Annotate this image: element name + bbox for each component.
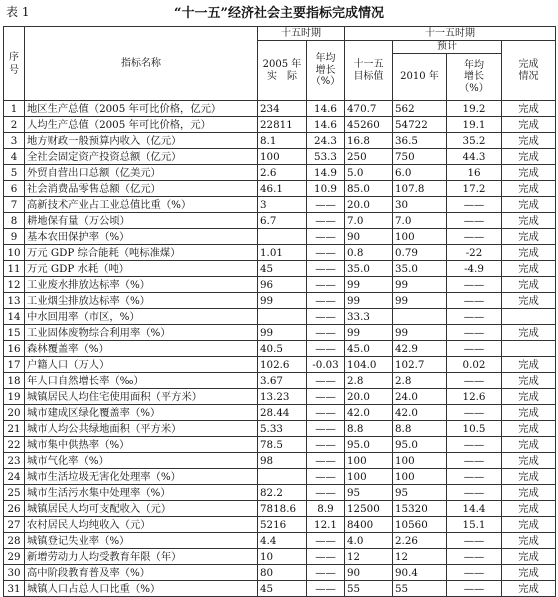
table-body (4, 101, 556, 597)
value-2005-actual: 8.1 (258, 133, 307, 149)
indicator-name: 工业固体废物综合利用率（%） (25, 325, 258, 341)
row-number: 24 (4, 469, 25, 485)
target-value: 55 (345, 581, 393, 597)
growth-2005: —— (307, 421, 345, 437)
growth-2005: —— (307, 373, 345, 389)
completion-status: 完成 (502, 437, 556, 453)
target-value: 95.0 (345, 437, 393, 453)
growth-2010: —— (447, 405, 502, 421)
completion-status: 完成 (502, 453, 556, 469)
indicator-table-wrapper (3, 26, 555, 597)
value-2010-forecast: 55 (393, 581, 447, 597)
completion-status: 完成 (502, 533, 556, 549)
growth-2010: —— (447, 565, 502, 581)
header-growth-2010: 年均 增长 （%） (447, 54, 502, 101)
growth-2010: —— (447, 581, 502, 597)
target-value: 99 (345, 293, 393, 309)
growth-2005: 8.9 (307, 501, 345, 517)
table-row (4, 469, 556, 485)
growth-2010: 44.3 (447, 149, 502, 165)
target-value: 12500 (345, 501, 393, 517)
table-number: 表 1 (6, 5, 30, 19)
row-number: 29 (4, 549, 25, 565)
header-indicator-name: 指标名称 (25, 27, 258, 101)
row-number: 31 (4, 581, 25, 597)
value-2005-actual: 100 (258, 149, 307, 165)
completion-status: 完成 (502, 501, 556, 517)
table-row (4, 293, 556, 309)
value-2005-actual: 28.44 (258, 405, 307, 421)
value-2010-forecast: 0.79 (393, 245, 447, 261)
target-value: 85.0 (345, 181, 393, 197)
value-2010-forecast: 100 (393, 453, 447, 469)
row-number: 15 (4, 325, 25, 341)
value-2010-forecast: 100 (393, 469, 447, 485)
target-value: 104.0 (345, 357, 393, 373)
value-2005-actual: 40.5 (258, 341, 307, 357)
table-row (4, 373, 556, 389)
indicator-name: 耕地保有量（万公顷） (25, 213, 258, 229)
value-2005-actual: 3 (258, 197, 307, 213)
growth-2005: —— (307, 549, 345, 565)
table-row (4, 277, 556, 293)
completion-status: 完成 (502, 389, 556, 405)
value-2005-actual: 5.33 (258, 421, 307, 437)
header-2010: 2010 年 (393, 54, 447, 101)
table-row (4, 245, 556, 261)
header-group-11th-plan: 十一五时期 (345, 27, 556, 41)
indicator-name: 城市人均公共绿地面积（平方米） (25, 421, 258, 437)
growth-2010: —— (447, 213, 502, 229)
table-row (4, 165, 556, 181)
indicator-name: 工业烟尘排放达标率（%） (25, 293, 258, 309)
table-row (4, 229, 556, 245)
row-number: 2 (4, 117, 25, 133)
value-2005-actual (258, 469, 307, 485)
growth-2010: —— (447, 469, 502, 485)
value-2005-actual (258, 229, 307, 245)
value-2005-actual: 46.1 (258, 181, 307, 197)
growth-2010: —— (447, 325, 502, 341)
target-value: 20.0 (345, 197, 393, 213)
value-2005-actual: 80 (258, 565, 307, 581)
row-number: 13 (4, 293, 25, 309)
completion-status: 完成 (502, 357, 556, 373)
target-value: 99 (345, 277, 393, 293)
growth-2010: —— (447, 341, 502, 357)
value-2005-actual: 13.23 (258, 389, 307, 405)
target-value: 7.0 (345, 213, 393, 229)
target-value: 42.0 (345, 405, 393, 421)
value-2005-actual: 6.7 (258, 213, 307, 229)
growth-2005: —— (307, 213, 345, 229)
growth-2010: —— (447, 533, 502, 549)
growth-2010: -22 (447, 245, 502, 261)
value-2005-actual (258, 309, 307, 325)
value-2005-actual: 10 (258, 549, 307, 565)
target-value: 95 (345, 485, 393, 501)
table-row (4, 213, 556, 229)
row-number: 19 (4, 389, 25, 405)
table-row (4, 485, 556, 501)
table-row (4, 405, 556, 421)
growth-2005: —— (307, 533, 345, 549)
completion-status: 完成 (502, 277, 556, 293)
growth-2010: —— (447, 373, 502, 389)
growth-2005: —— (307, 565, 345, 581)
value-2005-actual: 82.2 (258, 485, 307, 501)
growth-2005: —— (307, 341, 345, 357)
growth-2010: —— (447, 197, 502, 213)
growth-2010: 19.2 (447, 101, 502, 117)
value-2010-forecast: 42.9 (393, 341, 447, 357)
growth-2005: —— (307, 485, 345, 501)
table-row (4, 389, 556, 405)
table-row (4, 437, 556, 453)
growth-2010: 15.1 (447, 517, 502, 533)
growth-2005: 12.1 (307, 517, 345, 533)
completion-status: 完成 (502, 373, 556, 389)
growth-2010: 10.5 (447, 421, 502, 437)
value-2010-forecast: 107.8 (393, 181, 447, 197)
value-2005-actual: 22811 (258, 117, 307, 133)
indicator-name: 中水回用率（市区，%） (25, 309, 258, 325)
target-value: 5.0 (345, 165, 393, 181)
growth-2010: 35.2 (447, 133, 502, 149)
value-2010-forecast: 2.26 (393, 533, 447, 549)
indicator-name: 新增劳动力人均受教育年限（年） (25, 549, 258, 565)
row-number: 8 (4, 213, 25, 229)
growth-2005: —— (307, 405, 345, 421)
value-2010-forecast: 99 (393, 325, 447, 341)
value-2010-forecast: 95 (393, 485, 447, 501)
value-2010-forecast: 6.0 (393, 165, 447, 181)
target-value: 470.7 (345, 101, 393, 117)
row-number: 16 (4, 341, 25, 357)
table-row (4, 549, 556, 565)
growth-2005: —— (307, 581, 345, 597)
indicator-name: 森林覆盖率（%） (25, 341, 258, 357)
target-value: 100 (345, 453, 393, 469)
value-2010-forecast: 2.8 (393, 373, 447, 389)
growth-2005: —— (307, 453, 345, 469)
target-value: 35.0 (345, 261, 393, 277)
row-number: 17 (4, 357, 25, 373)
completion-status: 完成 (502, 245, 556, 261)
indicator-name: 地区生产总值（2005 年可比价格，亿元） (25, 101, 258, 117)
value-2005-actual: 2.6 (258, 165, 307, 181)
indicator-name: 城市气化率（%） (25, 453, 258, 469)
row-number: 4 (4, 149, 25, 165)
value-2010-forecast: 750 (393, 149, 447, 165)
table-row (4, 149, 556, 165)
row-number: 6 (4, 181, 25, 197)
growth-2005: —— (307, 245, 345, 261)
table-row (4, 581, 556, 597)
completion-status: 完成 (502, 181, 556, 197)
indicator-table (3, 26, 556, 597)
value-2010-forecast: 24.0 (393, 389, 447, 405)
value-2010-forecast: 95.0 (393, 437, 447, 453)
growth-2010: —— (447, 453, 502, 469)
indicator-name: 城市集中供热率（%） (25, 437, 258, 453)
value-2010-forecast: 30 (393, 197, 447, 213)
growth-2010: —— (447, 485, 502, 501)
value-2010-forecast: 100 (393, 229, 447, 245)
completion-status: 完成 (502, 485, 556, 501)
growth-2010: —— (447, 229, 502, 245)
growth-2005: 14.6 (307, 117, 345, 133)
indicator-name: 城镇居民人均住宅使用面积（平方米） (25, 389, 258, 405)
indicator-name: 年人口自然增长率（‰） (25, 373, 258, 389)
value-2010-forecast: 562 (393, 101, 447, 117)
growth-2005: —— (307, 277, 345, 293)
indicator-name: 高新技术产业占工业总值比重（%） (25, 197, 258, 213)
table-row (4, 533, 556, 549)
value-2010-forecast: 42.0 (393, 405, 447, 421)
indicator-name: 社会消费品零售总额（亿元） (25, 181, 258, 197)
growth-2005: —— (307, 309, 345, 325)
indicator-name: 外贸自营出口总额（亿美元） (25, 165, 258, 181)
completion-status: 完成 (502, 261, 556, 277)
value-2005-actual: 234 (258, 101, 307, 117)
indicator-name: 农村居民人均纯收入（元） (25, 517, 258, 533)
value-2005-actual: 99 (258, 293, 307, 309)
indicator-name: 城市生活污水集中处理率（%） (25, 485, 258, 501)
growth-2010: 17.2 (447, 181, 502, 197)
growth-2010: -4.9 (447, 261, 502, 277)
row-number: 9 (4, 229, 25, 245)
growth-2010: —— (447, 437, 502, 453)
value-2010-forecast: 54722 (393, 117, 447, 133)
target-value: 20.0 (345, 389, 393, 405)
value-2005-actual: 3.67 (258, 373, 307, 389)
table-row (4, 181, 556, 197)
growth-2010: 19.1 (447, 117, 502, 133)
value-2010-forecast: 90.4 (393, 565, 447, 581)
table-header (4, 27, 556, 101)
indicator-name: 城市生活垃圾无害化处理率（%） (25, 469, 258, 485)
value-2010-forecast: 99 (393, 293, 447, 309)
caption-row (0, 0, 558, 22)
value-2010-forecast: 99 (393, 277, 447, 293)
indicator-name: 城市建成区绿化覆盖率（%） (25, 405, 258, 421)
growth-2005: —— (307, 325, 345, 341)
table-row (4, 117, 556, 133)
completion-status: 完成 (502, 405, 556, 421)
value-2010-forecast (393, 309, 447, 325)
target-value: 33.3 (345, 309, 393, 325)
table-row (4, 341, 556, 357)
indicator-name: 城镇居民人均可支配收入（元） (25, 501, 258, 517)
value-2010-forecast: 12 (393, 549, 447, 565)
row-number: 20 (4, 405, 25, 421)
indicator-name: 人均生产总值（2005 年可比价格，元） (25, 117, 258, 133)
growth-2010: —— (447, 293, 502, 309)
target-value: 90 (345, 565, 393, 581)
growth-2005: —— (307, 197, 345, 213)
table-title: “十一五”经济社会主要指标完成情况 (174, 6, 384, 21)
target-value: 2.8 (345, 373, 393, 389)
indicator-name: 万元 GDP 水耗（吨） (25, 261, 258, 277)
header-group-15th-plan: 十五时期 (258, 27, 345, 41)
target-value: 45.0 (345, 341, 393, 357)
row-number: 5 (4, 165, 25, 181)
target-value: 99 (345, 325, 393, 341)
growth-2010: 0.02 (447, 357, 502, 373)
completion-status: 完成 (502, 133, 556, 149)
target-value: 8400 (345, 517, 393, 533)
target-value: 90 (345, 229, 393, 245)
indicator-name: 户籍人口（万人） (25, 357, 258, 373)
growth-2005: —— (307, 469, 345, 485)
indicator-name: 全社会固定资产投资总额（亿元） (25, 149, 258, 165)
growth-2005: 24.3 (307, 133, 345, 149)
growth-2005: —— (307, 389, 345, 405)
growth-2010: —— (447, 549, 502, 565)
value-2005-actual: 5216 (258, 517, 307, 533)
table-row (4, 501, 556, 517)
growth-2005: —— (307, 261, 345, 277)
completion-status (502, 341, 556, 357)
row-number: 11 (4, 261, 25, 277)
value-2010-forecast: 10560 (393, 517, 447, 533)
table-row (4, 133, 556, 149)
target-value: 4.0 (345, 533, 393, 549)
completion-status: 完成 (502, 469, 556, 485)
table-row (4, 261, 556, 277)
completion-status (502, 309, 556, 325)
completion-status: 完成 (502, 197, 556, 213)
value-2005-actual: 98 (258, 453, 307, 469)
indicator-name: 地方财政一般预算内收入（亿元） (25, 133, 258, 149)
growth-2005: 14.9 (307, 165, 345, 181)
row-number: 26 (4, 501, 25, 517)
header-status: 完成 情况 (502, 41, 556, 101)
completion-status: 完成 (502, 549, 556, 565)
completion-status: 完成 (502, 213, 556, 229)
header-2005-actual: 2005 年 实 际 (258, 41, 307, 101)
target-value: 100 (345, 469, 393, 485)
completion-status: 完成 (502, 293, 556, 309)
completion-status: 完成 (502, 165, 556, 181)
value-2010-forecast: 102.7 (393, 357, 447, 373)
indicator-name: 城镇登记失业率（%） (25, 533, 258, 549)
target-value: 250 (345, 149, 393, 165)
completion-status: 完成 (502, 229, 556, 245)
row-number: 10 (4, 245, 25, 261)
table-row (4, 421, 556, 437)
indicator-name: 工业废水排放达标率（%） (25, 277, 258, 293)
growth-2005: —— (307, 437, 345, 453)
row-number: 14 (4, 309, 25, 325)
growth-2010: 16 (447, 165, 502, 181)
growth-2005: 53.3 (307, 149, 345, 165)
value-2005-actual: 96 (258, 277, 307, 293)
growth-2005: 14.6 (307, 101, 345, 117)
row-number: 1 (4, 101, 25, 117)
value-2005-actual: 102.6 (258, 357, 307, 373)
completion-status: 完成 (502, 517, 556, 533)
table-row (4, 517, 556, 533)
target-value: 16.8 (345, 133, 393, 149)
growth-2010: 14.4 (447, 501, 502, 517)
table-row (4, 357, 556, 373)
target-value: 12 (345, 549, 393, 565)
row-number: 21 (4, 421, 25, 437)
value-2005-actual: 45 (258, 581, 307, 597)
indicator-name: 基本农田保护率（%） (25, 229, 258, 245)
header-forecast: 预计 (393, 41, 502, 54)
row-number: 3 (4, 133, 25, 149)
indicator-name: 城镇人口占总人口比重（%） (25, 581, 258, 597)
row-number: 28 (4, 533, 25, 549)
value-2010-forecast: 7.0 (393, 213, 447, 229)
row-number: 18 (4, 373, 25, 389)
target-value: 0.8 (345, 245, 393, 261)
table-row (4, 453, 556, 469)
table-row (4, 325, 556, 341)
value-2010-forecast: 15320 (393, 501, 447, 517)
value-2005-actual: 7818.6 (258, 501, 307, 517)
value-2005-actual: 1.01 (258, 245, 307, 261)
completion-status: 完成 (502, 117, 556, 133)
target-value: 45260 (345, 117, 393, 133)
row-number: 12 (4, 277, 25, 293)
row-number: 23 (4, 453, 25, 469)
value-2005-actual: 78.5 (258, 437, 307, 453)
growth-2010: 12.6 (447, 389, 502, 405)
completion-status: 完成 (502, 101, 556, 117)
completion-status: 完成 (502, 565, 556, 581)
row-number: 30 (4, 565, 25, 581)
indicator-name: 高中阶段教育普及率（%） (25, 565, 258, 581)
growth-2005: -0.03 (307, 357, 345, 373)
table-row (4, 197, 556, 213)
growth-2010: —— (447, 309, 502, 325)
growth-2005: —— (307, 293, 345, 309)
value-2010-forecast: 8.8 (393, 421, 447, 437)
completion-status: 完成 (502, 149, 556, 165)
target-value: 8.8 (345, 421, 393, 437)
row-number: 27 (4, 517, 25, 533)
row-number: 7 (4, 197, 25, 213)
table-row (4, 101, 556, 117)
header-growth-2005: 年均 增长 （%） (307, 41, 345, 101)
growth-2010: —— (447, 277, 502, 293)
row-number: 25 (4, 485, 25, 501)
value-2005-actual: 99 (258, 325, 307, 341)
completion-status: 完成 (502, 421, 556, 437)
indicator-name: 万元 GDP 综合能耗（吨标准煤） (25, 245, 258, 261)
growth-2005: 10.9 (307, 181, 345, 197)
table-row (4, 565, 556, 581)
value-2010-forecast: 35.0 (393, 261, 447, 277)
value-2010-forecast: 36.5 (393, 133, 447, 149)
value-2005-actual: 45 (258, 261, 307, 277)
table-row (4, 309, 556, 325)
completion-status: 完成 (502, 581, 556, 597)
value-2005-actual: 4.4 (258, 533, 307, 549)
row-number: 22 (4, 437, 25, 453)
completion-status: 完成 (502, 325, 556, 341)
growth-2005: —— (307, 229, 345, 245)
header-target: 十一五 目标值 (345, 41, 393, 101)
header-seq: 序 号 (4, 27, 25, 101)
